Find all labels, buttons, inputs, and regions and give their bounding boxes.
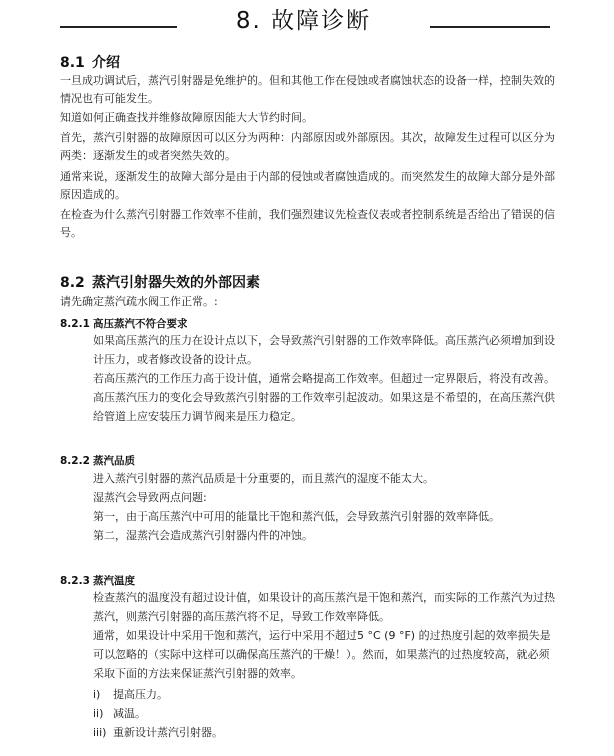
list-marker: ii) [93, 707, 104, 720]
subsection-number: 8.2.1 [60, 318, 90, 330]
list-marker: iii) [93, 726, 107, 739]
subsection-body [93, 331, 555, 426]
subsection-body [93, 469, 555, 545]
intro-paragraph: 一旦成功调试后，蒸汽引射器是免维护的。但和其他工作在侵蚀或者腐蚀状态的设备一样，控制失效的情况也有可能发生。 [60, 74, 555, 106]
chapter-header [0, 6, 614, 36]
section-lead: 请先确定蒸汽疏水阀工作正常。: [60, 295, 218, 308]
section-title: 蒸汽引射器失效的外部因素 [92, 275, 260, 291]
list-item [93, 723, 555, 742]
list-marker: i) [93, 688, 101, 701]
list-item [93, 685, 555, 704]
body-paragraph: 第一，由于高压蒸汽中可用的能量比干饱和蒸汽低，会导致蒸汽引射器的效率降低。 [93, 510, 500, 523]
intro-paragraph: 在检查为什么蒸汽引射器工作效率不佳前，我们强烈建议先检查仪表或者控制系统是否给出了错误的信号。 [60, 208, 555, 240]
subsection-heading-steam-quality [60, 453, 135, 468]
section-title: 介绍 [92, 55, 120, 71]
body-paragraph: 检查蒸汽的温度没有超过设计值，如果设计的高压蒸汽是干饱和蒸汽，而实际的工作蒸汽为过热蒸汽，则蒸汽引射器的高压蒸汽将不足，导致工作效率降低。 [93, 591, 555, 623]
body-paragraph: 若高压蒸汽的工作压力高于设计值，通常会略提高工作效率。但超过一定界限后，将没有改善。高压蒸汽压力的变化会导致蒸汽引射器的工作效率引起波动。如果这是不希望的，在高压蒸汽供给管道上应安装压力调节阀来是压力稳定。 [93, 372, 555, 423]
intro-paragraph: 知道如何正确查找并维修故障原因能大大节约时间。 [60, 111, 313, 124]
title-rule-left [60, 26, 177, 28]
list-text: 提高压力。 [113, 688, 168, 701]
title-rule-right [430, 26, 550, 28]
body-paragraph: 进入蒸汽引射器的蒸汽品质是十分重要的，而且蒸汽的湿度不能太大。 [93, 472, 434, 485]
chapter-title: 8. 故障诊断 [235, 8, 372, 34]
subsection-body [93, 588, 555, 683]
body-paragraph: 如果高压蒸汽的压力在设计点以下，会导致蒸汽引射器的工作效率降低。高压蒸汽必须增加到设计压力，或者修改设备的设计点。 [93, 334, 555, 366]
list-item [93, 704, 555, 723]
intro-paragraph: 通常来说，逐渐发生的故障大部分是由于内部的侵蚀或者腐蚀造成的。而突然发生的故障大部分是外部原因造成的。 [60, 170, 555, 202]
section-heading-external [60, 272, 260, 292]
intro-paragraph: 首先，蒸汽引射器的故障原因可以区分为两种：内部原因或外部原因。其次，故障发生过程可以区分为两类：逐渐发生的或者突然失效的。 [60, 131, 555, 163]
body-paragraph: 第二，湿蒸汽会造成蒸汽引射器内件的冲蚀。 [93, 529, 313, 542]
subsection-title: 高压蒸汽不符合要求 [93, 318, 188, 330]
subsection-title: 蒸汽温度 [93, 575, 135, 587]
subsection-number: 8.2.3 [60, 575, 90, 587]
remedy-list [93, 685, 555, 742]
list-text: 重新设计蒸汽引射器。 [113, 726, 223, 739]
section-number: 8.1 [60, 55, 85, 71]
body-paragraph: 湿蒸汽会导致两点问题: [93, 491, 207, 504]
subsection-heading-steam-pressure [60, 316, 188, 331]
subsection-number: 8.2.2 [60, 455, 90, 467]
section-heading-intro [60, 52, 120, 72]
list-text: 减温。 [113, 707, 146, 720]
body-paragraph: 通常，如果设计中采用干饱和蒸汽，运行中采用不超过5 °C (9 °F) 的过热度引起的效率损失是可以忽略的（实际中这样可以确保高压蒸汽的干燥！）。然而，如果蒸汽的过热度较高，就必须采取下面的方法来保证蒸汽引射器的效率。 [93, 629, 551, 680]
section-number: 8.2 [60, 275, 85, 291]
subsection-heading-steam-temperature [60, 573, 135, 588]
subsection-title: 蒸汽品质 [93, 455, 135, 467]
